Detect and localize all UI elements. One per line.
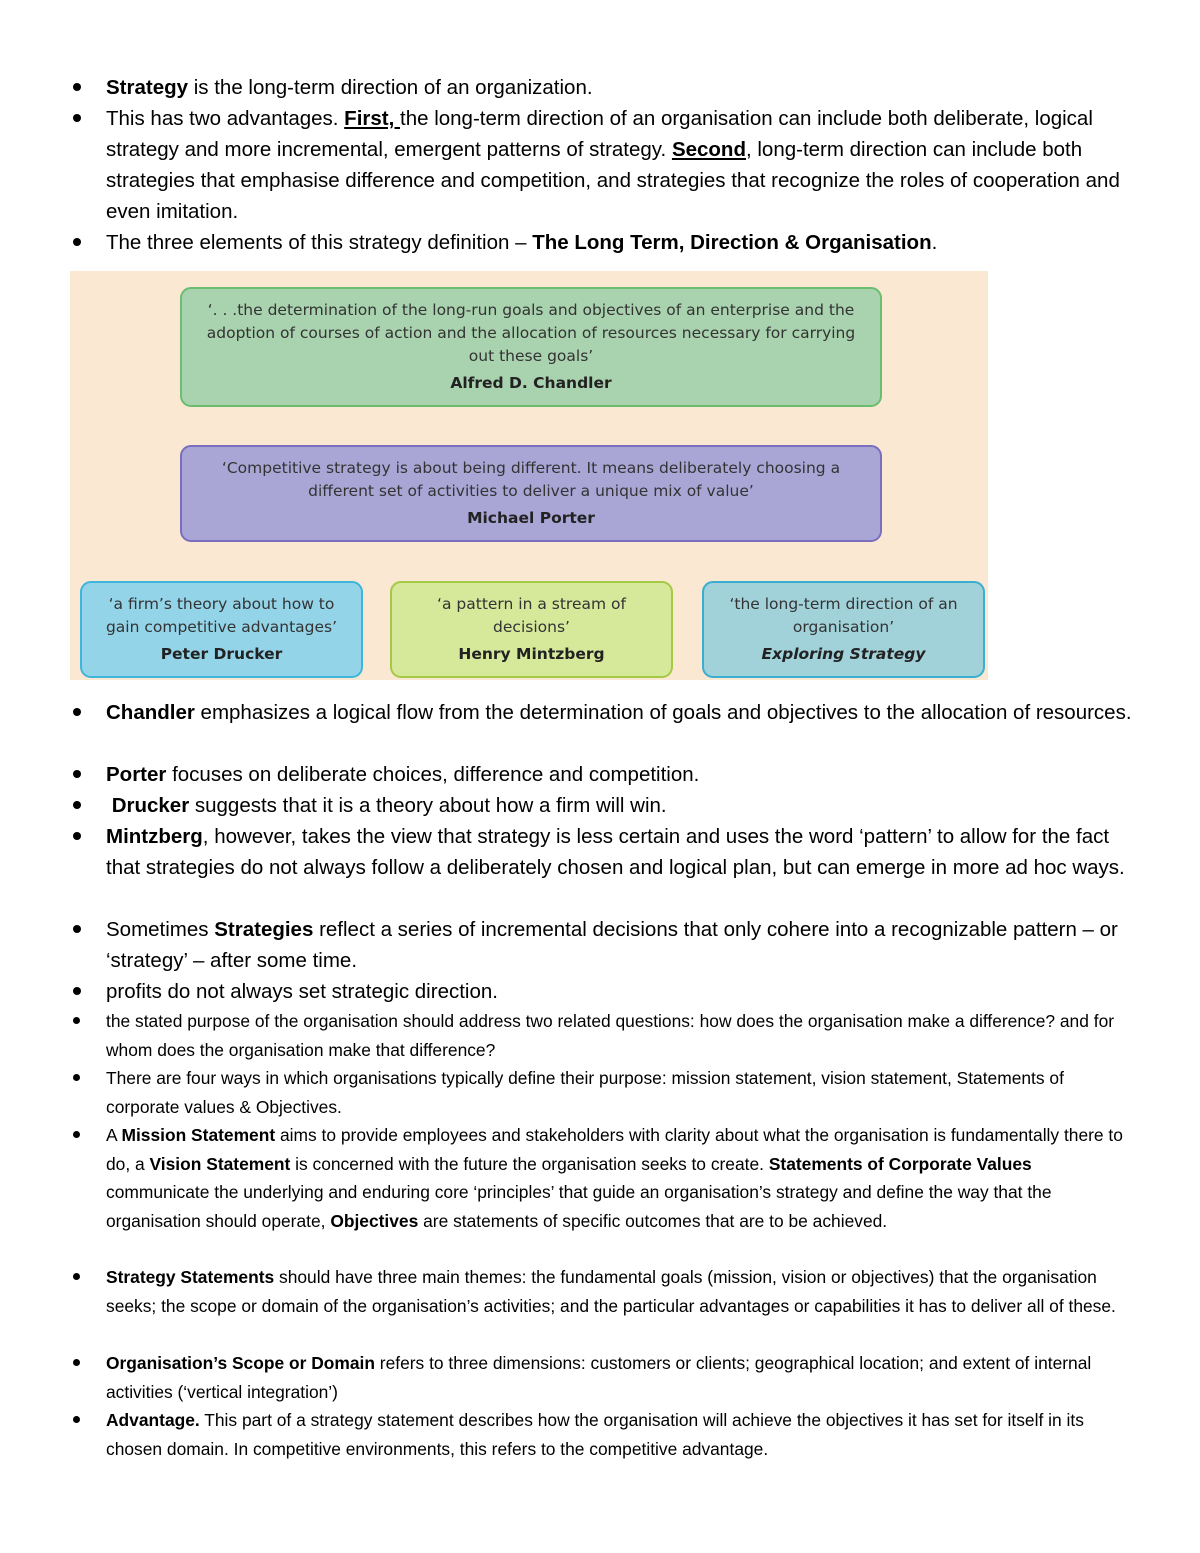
definition-quote: ‘. . .the determination of the long-run goals and objectives of an enterprise and the adoption of courses of action and the allocation of resources necessary for carrying out these goals’ [206,300,856,365]
chandler-definition-box [180,287,882,407]
list-item [0,1349,1200,1406]
bullet-text: A Mission Statement aims to provide employees and stakeholders with clarity about what the organisation is fundamentally there to do, a Vision Statement is concerned with the future the organisation seeks to create. Statements of Corporate Values communicate the underlying and enduring core ‘principles’ that guide an organisation’s strategy and define the way that the organisation should operate, Objectives are statements of specific outcomes that are to be achieved. [106,1125,1123,1231]
bullet-text: Chandler emphasizes a logical flow from the determination of goals and objectives to the allocation of resources. [106,701,1132,724]
purpose-list [0,1007,1200,1463]
list-item [0,1263,1200,1349]
strategy-definitions-figure [70,271,988,680]
bullet-text: Organisation’s Scope or Domain refers to three dimensions: customers or clients; geographical location; and extent of internal activities (‘vertical integration’) [106,1353,1092,1402]
list-item [0,227,1200,258]
exploring-strategy-definition-box [702,581,985,678]
list-item [0,72,1200,103]
definition-quote: ‘a firm’s theory about how to gain competitive advantages’ [105,594,338,636]
definition-author: Exploring Strategy [761,644,926,663]
bullet-icon [73,114,81,122]
drucker-definition-box [80,581,363,678]
list-item [0,914,1200,976]
bullet-icon [73,770,81,778]
notes-list [0,697,1200,1007]
list-item [0,1064,1200,1121]
definition-author: Alfred D. Chandler [450,373,612,392]
bullet-text: This has two advantages. First, the long-term direction of an organisation can include both deliberate, logical strategy and more incremental, emergent patterns of strategy. Second, long-term direction can include both strategies that emphasise difference and competition, and strategies that recognize the roles of cooperation and even imitation. [106,107,1120,223]
definition-quote: ‘Competitive strategy is about being different. It means deliberately choosing a different set of activities to deliver a unique mix of value’ [221,458,841,500]
bullet-icon [73,1131,80,1138]
list-item [0,1007,1200,1064]
bullet-icon [73,1416,80,1423]
definition-author: Peter Drucker [160,644,283,663]
list-item [0,1406,1200,1463]
bullet-text: profits do not always set strategic direction. [106,980,498,1003]
bullet-icon [73,1359,80,1366]
bullet-text: Strategy is the long-term direction of an organization. [106,76,593,99]
list-item [0,976,1200,1007]
definition-author: Michael Porter [467,508,595,527]
definition-quote: ‘a pattern in a stream of decisions’ [437,594,626,636]
bullet-icon [73,83,81,91]
bullet-icon [73,987,81,995]
list-item [0,759,1200,790]
intro-list [0,72,1200,258]
bullet-text: Drucker suggests that it is a theory about how a firm will win. [106,794,667,817]
list-item [0,103,1200,227]
bullet-text: Strategy Statements should have three main themes: the fundamental goals (mission, vision or objectives) that the organisation seeks; the scope or domain of the organisation’s activities; and the particular advantages or capabilities it has to deliver all of these. [106,1267,1116,1316]
bullet-icon [73,238,81,246]
bullet-icon [73,801,81,809]
bullet-icon [73,1017,80,1024]
bullet-text: the stated purpose of the organisation should address two related questions: how does the organisation make a difference? and for whom does the organisation make that difference? [106,1011,1115,1060]
definition-quote: ‘the long-term direction of an organisation’ [729,594,958,636]
bullet-icon [73,1273,80,1280]
list-item [0,697,1200,759]
definition-author: Henry Mintzberg [458,644,605,663]
bullet-text: Sometimes Strategies reflect a series of incremental decisions that only cohere into a recognizable pattern – or ‘strategy’ – after some time. [106,918,1118,972]
bullet-text: The three elements of this strategy definition – The Long Term, Direction & Organisation. [106,231,938,254]
bullet-text: There are four ways in which organisations typically define their purpose: mission statement, vision statement, Statements of corporate values & Objectives. [106,1068,1064,1117]
bullet-icon [73,1074,80,1081]
list-item [0,790,1200,821]
bullet-icon [73,832,81,840]
bullet-icon [73,925,81,933]
bullet-icon [73,708,81,716]
bullet-text: Advantage. This part of a strategy statement describes how the organisation will achieve the objectives it has set for itself in its chosen domain. In competitive environments, this refers to the competitive advantage. [106,1410,1084,1459]
list-item [0,821,1200,914]
bullet-text: Porter focuses on deliberate choices, difference and competition. [106,763,700,786]
mintzberg-definition-box [390,581,673,678]
list-item [0,1121,1200,1263]
bullet-text: Mintzberg, however, takes the view that strategy is less certain and uses the word ‘pattern’ to allow for the fact that strategies do not always follow a deliberately chosen and logical plan, but can emerge in more ad hoc ways. [106,825,1125,879]
porter-definition-box [180,445,882,542]
